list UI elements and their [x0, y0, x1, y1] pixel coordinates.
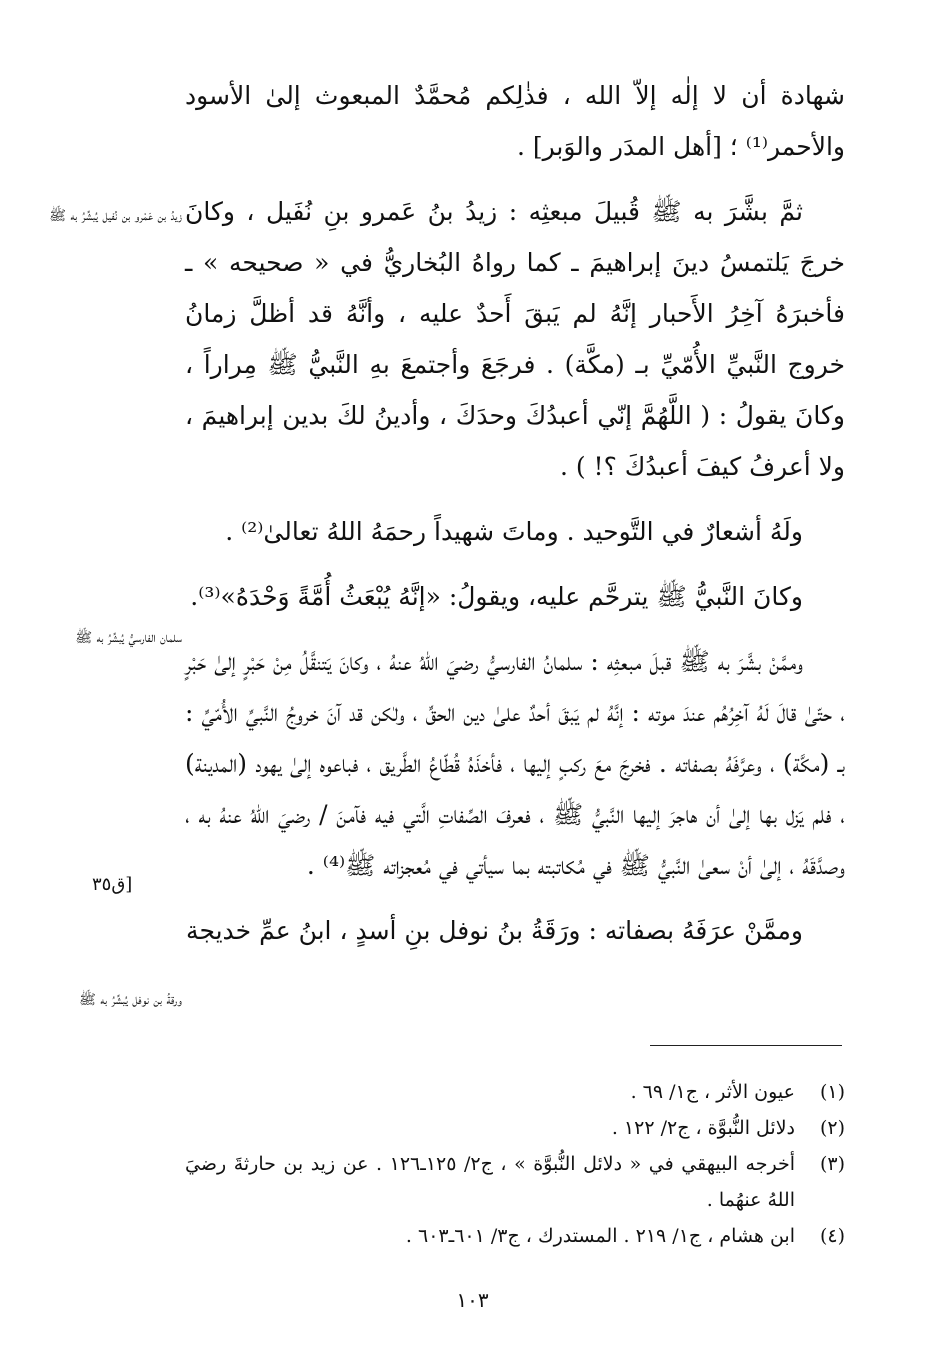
- paragraph-waraqa: وممَّنْ عرَفَهُ بصفاته : ورَقَةُ بنُ نوفل بنِ أسدٍ ، ابنُ عمِّ خديجة: [186, 916, 803, 945]
- side-note-waraqa: ورقةُ بن نوفل يُبشِّرُ به ﷺ: [78, 992, 182, 1008]
- footnote-text: دلائل النُّبوَّة ، ج٢/ ١٢٢ .: [611, 1117, 795, 1139]
- footnote-text: أخرجه البيهقي في « دلائل النُّبوَّة » ، ج٢/ ١٢٥ـ١٢٦ . عن زيد بن حارثةَ رضيَ اللهُ عنهُما .: [185, 1153, 795, 1211]
- footnote-item: [185, 1218, 845, 1254]
- paragraph-zayd: ثمَّ بشَّرَ به ﷺ قُبيلَ مبعثِه : زيدُ بنُ عَمرو بنِ نُفَيل ، وكانَ خرجَ يَلتمسُ دينَ إبراهيمَ ـ كما رواهُ البُخاريُّ في « صحيحه » ـ فأخبرَهُ آخِرُ الأَحبار إنَّهُ لم يَبقَ أَحدٌ عليه ، وأنَّهُ قد أظلَّ زمانُ خروج النَّبيِّ الأُمّيِّ بـ (مكَّة) . فرجَعَ وأجتمعَ بهِ النَّبيُّ ﷺ مِراراً ، وكانَ يقولُ : ( اللَّهُمَّ إنّي أعبدُكَ وحدَكَ ، وأدينُ لكَ بدين إبراهيمَ ، ولا أعرفُ كيفَ أعبدُكَ ؟! ) .: [185, 197, 845, 481]
- page-number: ١٠٣: [456, 1288, 489, 1312]
- footnotes: [185, 1074, 845, 1254]
- paragraph-poems: ولَهُ أشعارٌ في التَّوحيد . وماتَ شهيداً رحمَهُ اللهُ تعالىٰ⁽²⁾ .: [225, 517, 803, 546]
- paragraph-salman: وممَّنْ بشَّرَ به ﷺ قبلَ مبعثِه : سلمانُ الفارسيُّ رضيَ اللهُ عنهُ ، وكانَ يَتنقَّلُ مِنْ حَبْرٍ إلىٰ حَبْرٍ ، حتّىٰ قالَ لَهُ آخِرُهُم عندَ موته : إنَّهُ لم يَبقَ أحدٌ علىٰ دين الحقِّ ، ولٰكن قد آنَ خروجُ النَّبيِّ الأُمّيِّ : بـ (مكَّة) ، وعرَّفَهُ بصفاته . فخرجَ معَ ركبٍ إليها ، فأخذَهُ قُطّاعُ الطَّريق ، فباعوه إلىٰ يهود (المدينة) ، فلم يَزل بها إلىٰ أن هاجرَ إليها النَّبيُّ ﷺ ، فعرفَ الصِّفاتِ الَّتي فيه فآمنَ / رضيَ اللهُ عنهُ به ، وصدَّقَهُ ، إلىٰ أنْ سعىٰ النَّبيُّ ﷺ في مُكاتبته بما سيأتي في مُعجزاته ﷺ⁽⁴⁾ .: [185, 647, 846, 880]
- footnote-divider: [650, 1045, 842, 1046]
- footnote-number: (١): [819, 1081, 845, 1103]
- paragraph-1: شهادة أن لا إلٰه إلاّ الله ، فذٰلِكم مُحمَّدٌ المبعوث إلىٰ الأسود والأحمر⁽¹⁾ ؛ [أهل المدَر والوَبر] .: [185, 81, 845, 161]
- footnote-number: (٢): [819, 1117, 845, 1139]
- footnote-number: (٤): [819, 1225, 845, 1247]
- footnote-item: [185, 1146, 845, 1218]
- side-note-zayd: زيدُ بن عَمْرو بن نُفيل يُبشِّرُ به ﷺ: [49, 208, 182, 224]
- main-text: [185, 70, 845, 956]
- side-note-salman: سلمان الفارسيُّ يُبشِّرُ به ﷺ: [75, 630, 182, 646]
- paragraph-hadith: وكانَ النَّبيُّ ﷺ يترحَّم عليه، ويقولُ: «إنَّهُ يُبْعَثُ أُمَّةً وَحْدَهُ»⁽³⁾.: [190, 582, 803, 611]
- footnote-number: (٣): [819, 1153, 845, 1175]
- footnote-text: ابن هشام ، ج١/ ٢١٩ . المستدرك ، ج٣/ ٦٠١ـ٦٠٣ .: [405, 1225, 795, 1247]
- footnote-text: عيون الأثر ، ج١/ ٦٩ .: [630, 1081, 795, 1103]
- folio-mark: [ق٣٥: [92, 874, 133, 895]
- footnote-item: [185, 1074, 845, 1110]
- footnote-item: [185, 1110, 845, 1146]
